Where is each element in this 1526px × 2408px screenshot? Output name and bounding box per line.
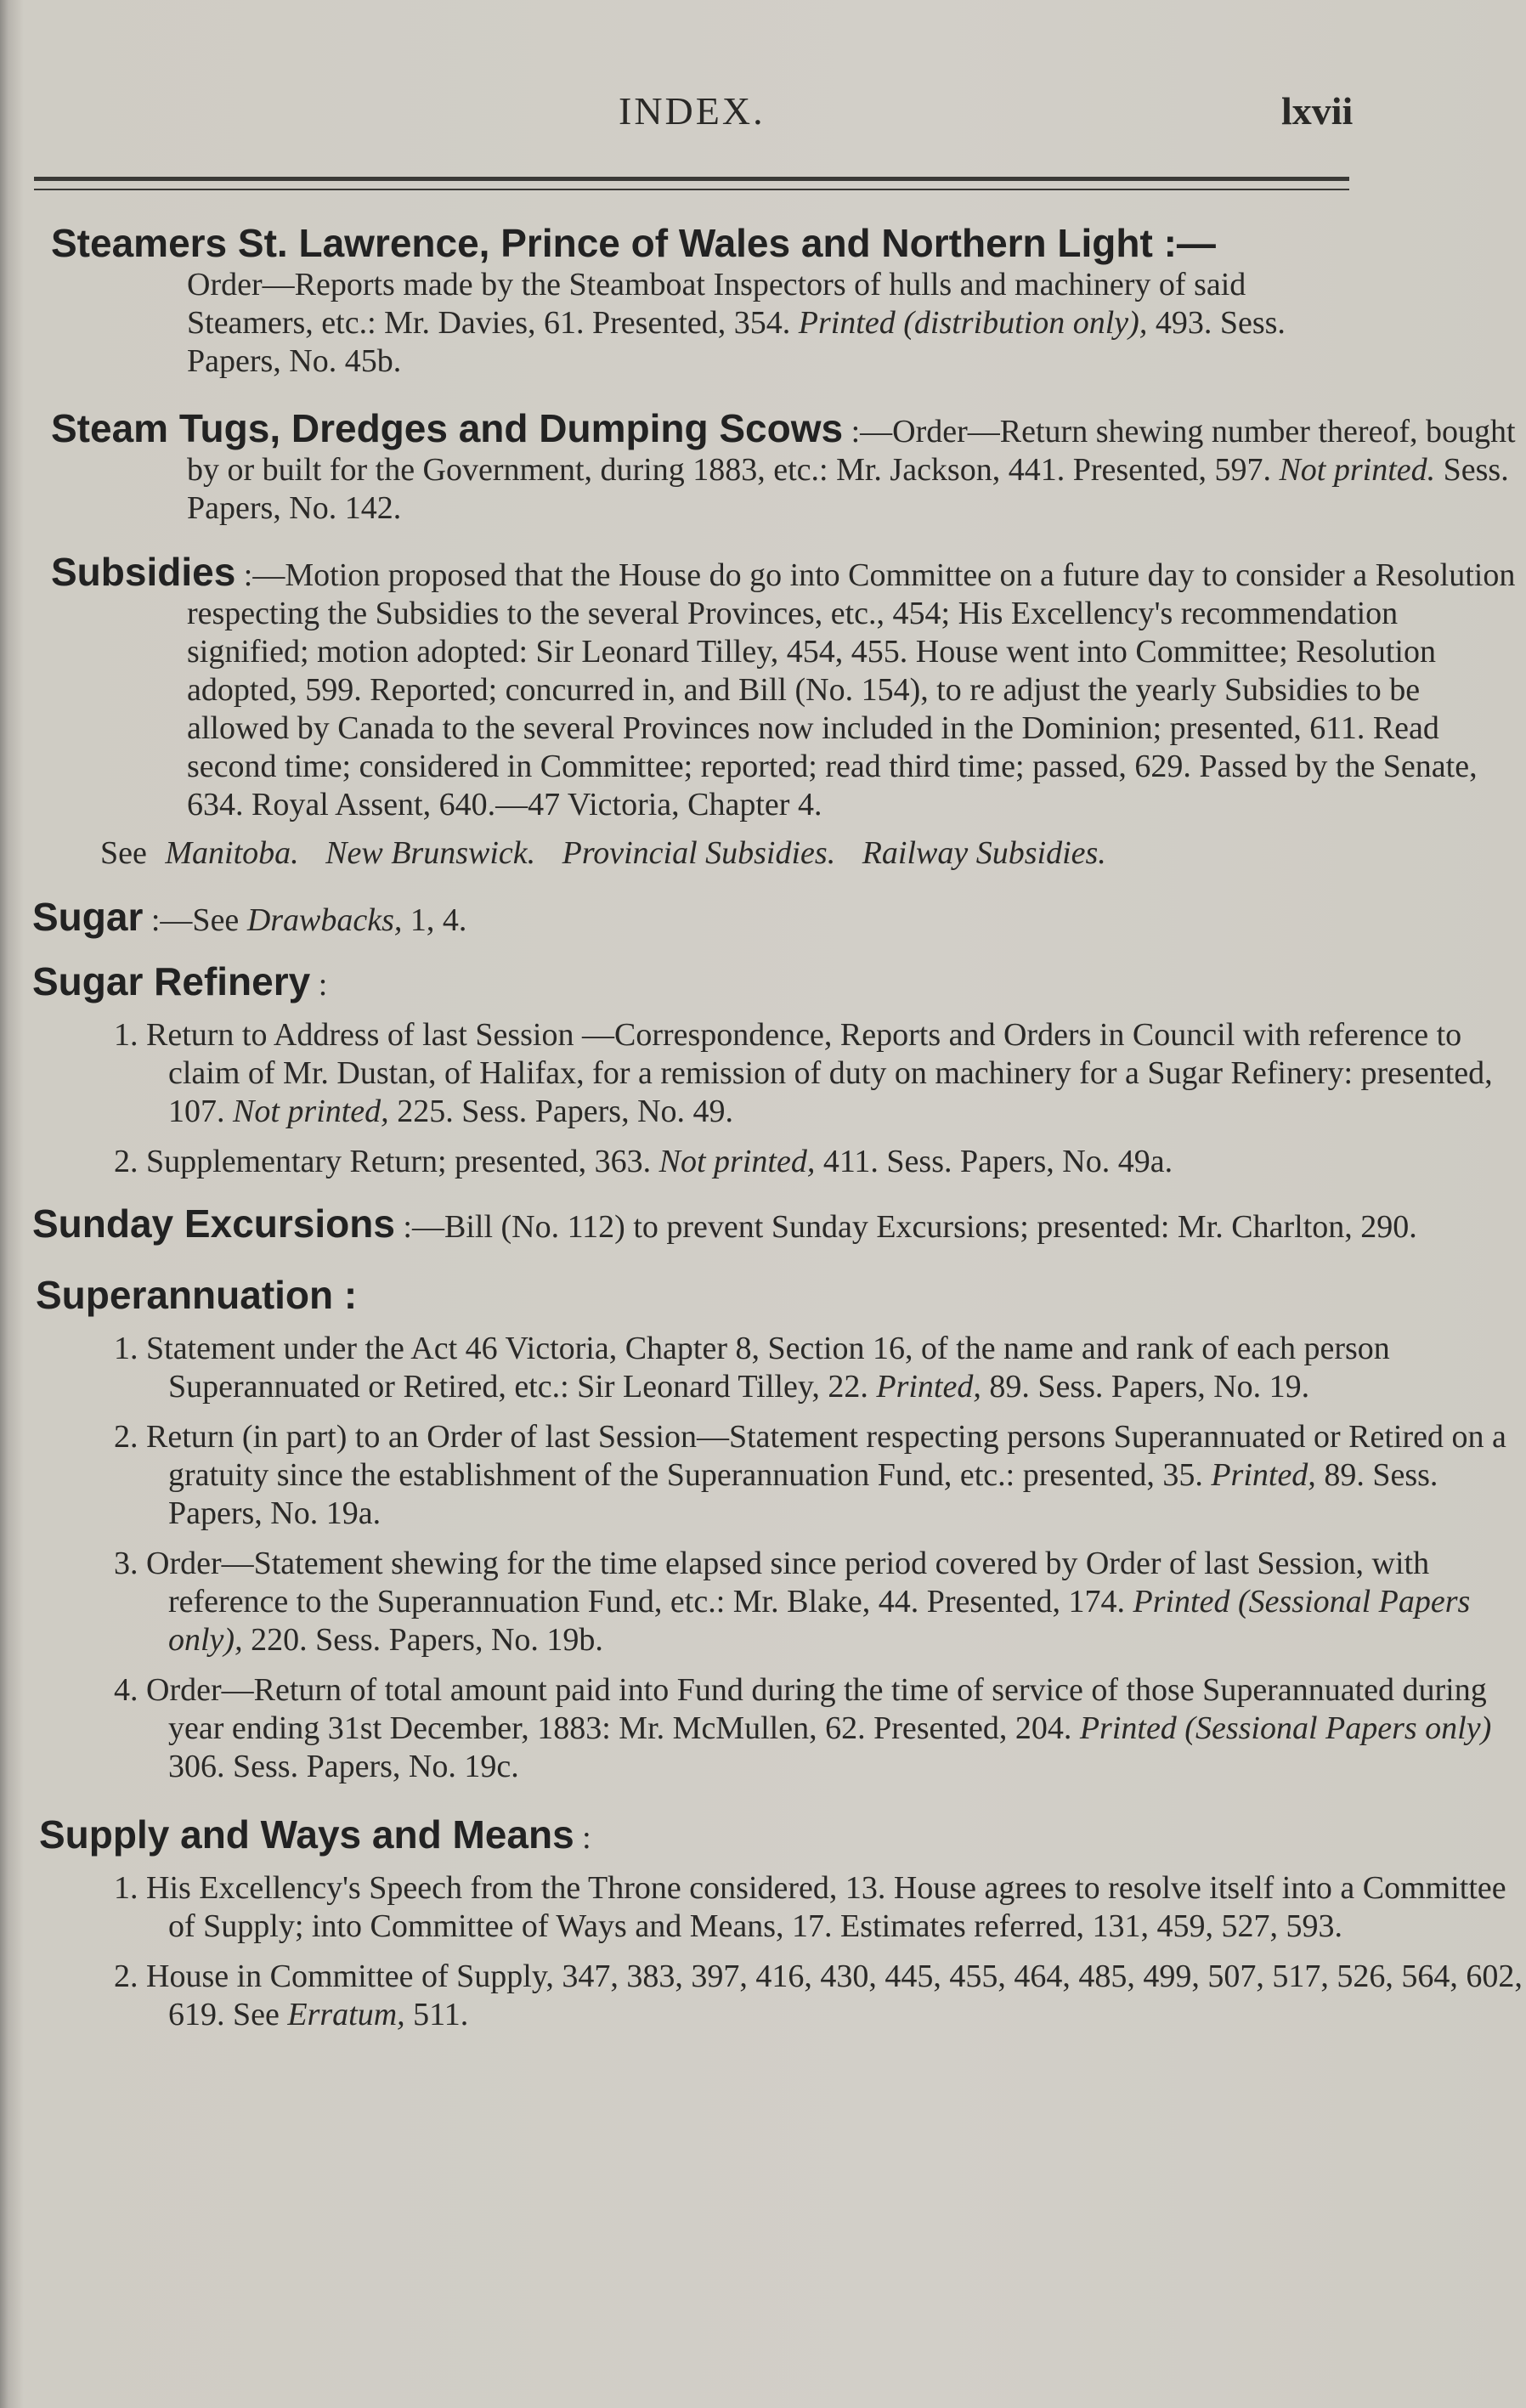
entry-heading: Steamers St. Lawrence, Prince of Wales and Northern Light :— — [51, 221, 1216, 265]
item-number: 2. — [114, 1144, 138, 1179]
entry-text: Return to Address of last Session —Correspondence, Reports and Orders in Council with reference to claim of Mr. Dustan, of Halifax, for a remission of duty on machinery for a Sugar Refinery: presented, 107. — [146, 1017, 1493, 1129]
entry-text: : — [310, 967, 328, 1003]
entry-subsidies — [0, 550, 1526, 872]
entry-heading: Sugar — [32, 895, 144, 939]
item-number: 4. — [114, 1672, 138, 1708]
entry-steamers — [0, 221, 1526, 381]
see-ref: Provincial Subsidies. — [562, 835, 836, 871]
list-item — [0, 1958, 1526, 2034]
list-item — [0, 1869, 1526, 1946]
entry-steamers-body — [25, 221, 1526, 381]
entry-text-italic: Printed (Sessional Papers only) — [1079, 1710, 1492, 1746]
entry-text: :—See — [143, 902, 247, 938]
list-item — [0, 1016, 1526, 1131]
entry-superannuation — [0, 1272, 1526, 1786]
entry-text: 511. — [404, 1997, 469, 2032]
entry-heading: Steam Tugs, Dredges and Dumping Scows — [51, 406, 844, 450]
entry-text-italic: Not printed. — [1279, 452, 1436, 488]
see-label: See — [100, 835, 147, 871]
entry-text: 220. Sess. Papers, No. 19b. — [242, 1622, 603, 1658]
entry-text-italic: Erratum, — [287, 1997, 405, 2032]
entry-text-italic: Printed, — [876, 1369, 981, 1405]
header-rule-thick — [34, 177, 1349, 181]
entry-text: Order—Reports made by the Steamboat Inspectors of hulls and machinery of said Steamers, etc.: Mr. Davies, 61. Presented, 354. — [187, 267, 1246, 341]
entry-text: Return (in part) to an Order of last Session—Statement respecting persons Superannuated or Retired on a gratuity since the establishment of the Superannuation Fund, etc.: presented, 35. — [146, 1419, 1506, 1493]
entry-text: Order—Return of total amount paid into Fund during the time of service of those Superannuated during year ending 31st December, 1883: Mr. McMullen, 62. Presented, 204. — [146, 1672, 1487, 1746]
entry-text: :—Order—Return shewing number thereof, bought by or built for the Government, during 1883, etc.: Mr. Jackson, 441. Presented, 597. — [187, 414, 1516, 488]
entry-text: House in Committee of Supply, 347, 383, 397, 416, 430, 445, 455, 464, 485, 499, 507, 517, 526, 564, 602, 619. See — [146, 1959, 1523, 2032]
entry-text-italic: Printed, — [1211, 1457, 1316, 1493]
entry-sugar-refinery — [0, 958, 1526, 1181]
entry-text-italic: Not printed, — [658, 1144, 816, 1179]
item-number: 1. — [114, 1017, 138, 1053]
entry-heading: Subsidies — [51, 550, 236, 594]
entry-text: 306. Sess. Papers, No. 19c. — [168, 1749, 519, 1784]
entry-steam-tugs — [0, 406, 1526, 528]
entry-text: Order—Statement shewing for the time elapsed since period covered by Order of last Session, with reference to the Superannuation Fund, etc.: Mr. Blake, 44. Presented, 174. — [146, 1546, 1430, 1619]
entry-text-italic: Printed (Sessional Papers only), — [168, 1584, 1471, 1658]
header-rule-thin — [34, 189, 1349, 190]
entry-steam-tugs-body — [25, 406, 1526, 528]
running-title: INDEX. — [619, 89, 766, 133]
see-ref: Railway Subsidies. — [862, 835, 1106, 871]
item-number: 2. — [114, 1419, 138, 1455]
item-number: 3. — [114, 1546, 138, 1581]
entry-text: :—Bill (No. 112) to prevent Sunday Excursions; presented: Mr. Charlton, 290. — [394, 1209, 1417, 1245]
item-number: 1. — [114, 1331, 138, 1366]
entry-text: 493. Sess. Papers, No. 45b. — [187, 305, 1286, 379]
entry-sugar — [32, 894, 1526, 940]
entry-text-italic: Not printed, — [233, 1094, 389, 1129]
entry-supply — [0, 1812, 1526, 2034]
entry-subsidies-body — [25, 550, 1526, 824]
entry-steamers-text — [187, 266, 1376, 381]
entry-text-italic: Drawbacks, — [246, 902, 403, 938]
entry-text: 225. Sess. Papers, No. 49. — [388, 1094, 734, 1129]
entry-heading: Sugar Refinery — [32, 959, 311, 1003]
entry-heading: Sunday Excursions — [32, 1201, 395, 1246]
entry-sunday-excursions — [0, 1201, 1526, 1246]
entry-sunday-body — [32, 1201, 1526, 1246]
entry-text: 89. Sess. Papers, No. 19. — [981, 1369, 1310, 1405]
entry-text: Supplementary Return; presented, 363. — [146, 1144, 659, 1179]
index-entries — [0, 212, 1526, 2034]
entry-text: : — [574, 1820, 591, 1856]
entry-text: 1, 4. — [402, 902, 467, 938]
list-item — [0, 1143, 1526, 1181]
list-item — [0, 1418, 1526, 1533]
see-ref: Manitoba. — [165, 835, 299, 871]
list-item — [0, 1545, 1526, 1659]
entry-superannuation-heading-row — [36, 1272, 1526, 1318]
entry-text: Statement under the Act 46 Victoria, Chapter 8, Section 16, of the name and rank of each person Superannuated or Retired, etc.: Sir Leonard Tilley, 22. — [146, 1331, 1390, 1405]
item-number: 2. — [114, 1959, 138, 1994]
see-ref: New Brunswick. — [325, 835, 536, 871]
entry-text-italic: Printed (distribution only), — [798, 305, 1148, 341]
list-item — [0, 1671, 1526, 1786]
page-header — [0, 88, 1526, 139]
entry-heading: Supply and Ways and Means — [39, 1812, 574, 1857]
entry-text: His Excellency's Speech from the Throne considered, 13. House agrees to resolve itself into a Committee of Supply; into Committee of Ways and Means, 17. Estimates referred, 131, 459, 527, 593. — [146, 1870, 1506, 1944]
entry-text: 411. Sess. Papers, No. 49a. — [815, 1144, 1173, 1179]
item-number: 1. — [114, 1870, 138, 1906]
entry-text: 89. Sess. Papers, No. 19a. — [168, 1457, 1438, 1531]
entry-text: Sess. Papers, No. 142. — [187, 452, 1509, 526]
entry-sugar-refinery-heading-row — [32, 958, 1526, 1004]
list-item — [0, 1330, 1526, 1406]
entry-heading: Superannuation : — [36, 1273, 358, 1317]
entry-supply-heading-row — [39, 1812, 1526, 1857]
page-number: lxvii — [1281, 89, 1354, 133]
see-references — [100, 834, 1526, 872]
entry-text: :—Motion proposed that the House do go into Committee on a future day to consider a Resolution respecting the Subsidies to the several Provinces, etc., 454; His Excellency's recommendation signified; motion adopted: Sir Leonard Tilley, 454, 455. House went into Committee; Resolution adopted, 599. Reported; concurred in, and Bill (No. 154), to re adjust the yearly Subsidies to be allowed by Canada to the several Provinces now included in the Dominion; presented, 611. Read second time; considered in Committee; reported; read third time; passed, 629. Passed by the Senate, 634. Royal Assent, 640.—47 Victoria, Chapter 4. — [187, 557, 1516, 822]
